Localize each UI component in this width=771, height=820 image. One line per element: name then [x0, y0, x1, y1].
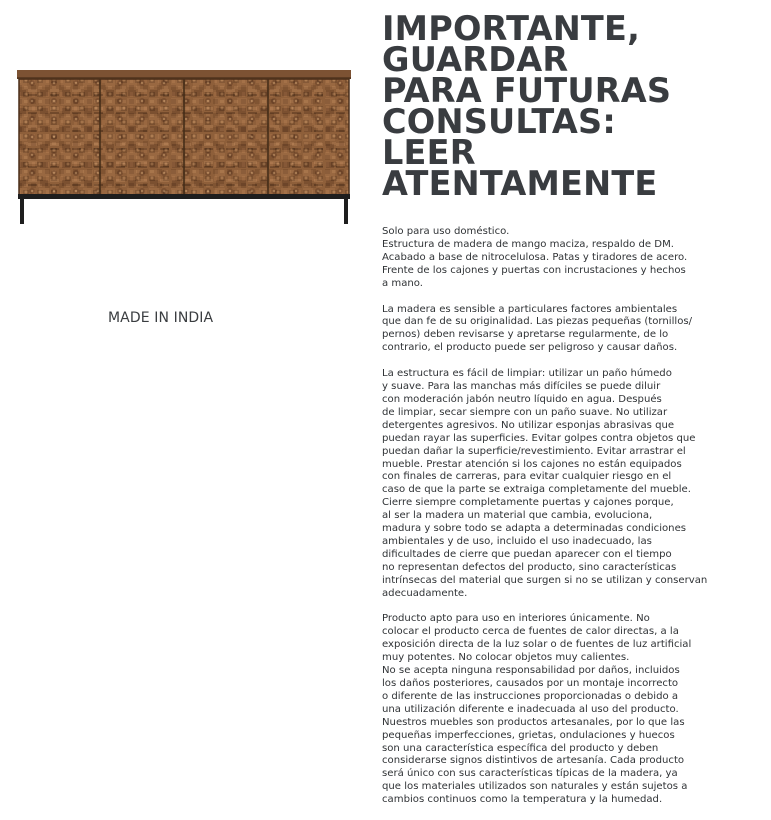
paragraph-line: a mano. — [382, 277, 424, 289]
instructions-body — [382, 226, 712, 820]
paragraph-line: no representan defectos del producto, sino características — [382, 561, 677, 573]
heading-line: ATENTAMENTE — [382, 164, 658, 203]
paragraph-line: al ser la madera un material que cambia, evoluciona, — [382, 510, 653, 522]
instruction-paragraph — [382, 304, 712, 356]
paragraph-line: los daños posteriores, causados por un montaje incorrecto — [382, 678, 679, 689]
paragraph-line: pequeñas imperfecciones, grietas, ondulaciones y huecos — [382, 729, 675, 741]
heading-line: CONSULTAS: — [382, 102, 616, 141]
paragraph-line: detergentes agresivos. No utilizar esponjas abrasivas que — [382, 419, 675, 431]
paragraph-line: con finales de carreras, para evitar cualquier riesgo en el — [382, 471, 672, 483]
paragraph-line: Cierre siempre completamente puertas y cajones porque, — [382, 497, 674, 509]
paragraph-line: Producto apto para uso en interiores únicamente. No — [382, 613, 650, 625]
paragraph-line: muy potentes. No colocar objetos muy calientes. — [382, 652, 630, 664]
paragraph-line: será único con sus características típicas de la madera, ya — [382, 768, 678, 780]
paragraph-line: exposición directa de la luz solar o de fuentes de luz artificial — [382, 639, 692, 651]
sideboard-image — [16, 70, 353, 226]
paragraph-line: de limpiar, secar siempre con un paño suave. No utilizar — [382, 406, 668, 418]
paragraph-line: que dan fe de su originalidad. Las piezas pequeñas (tornillos/ — [382, 316, 693, 328]
paragraph-line: intrínsecas del material que surgen si no se utilizan y conservan — [382, 574, 708, 586]
paragraph-line: puedan rayar las superficies. Evitar golpes contra objetos que — [382, 432, 696, 444]
paragraph-line: con moderación jabón neutro líquido en agua. Después — [382, 393, 662, 405]
paragraph-line: Frente de los cajones y puertas con incrustaciones y hechos — [382, 264, 686, 276]
paragraph-line: La estructura es fácil de limpiar: utilizar un paño húmedo — [382, 368, 672, 380]
warning-heading — [382, 9, 672, 203]
paragraph-line: madura y sobre todo se adapta a determinadas condiciones — [382, 523, 687, 535]
instruction-paragraph — [382, 613, 712, 807]
paragraph-line: puedan dañar la superficie/revestimiento. Evitar arrastrar el — [382, 445, 686, 457]
heading-line: GUARDAR — [382, 40, 569, 79]
paragraph-line: adecuadamente. — [382, 587, 468, 599]
paragraph-line: contrario, el producto puede ser peligroso y causar daños. — [382, 342, 678, 354]
instruction-paragraph — [382, 368, 712, 600]
paragraph-line: dificultades de cierre que puedan aparecer con el tiempo — [382, 548, 672, 560]
paragraph-line: Nuestros muebles son productos artesanales, por lo que las — [382, 716, 685, 728]
paragraph-line: son una característica específica del producto y deben — [382, 742, 659, 754]
paragraph-line: caso de que la parte se extraiga completamente del mueble. — [382, 484, 691, 496]
paragraph-line: No se acepta ninguna responsabilidad por daños, incluidos — [382, 665, 680, 677]
paragraph-line: Estructura de madera de mango maciza, respaldo de DM. — [382, 238, 674, 250]
heading-line: IMPORTANTE, — [382, 9, 640, 48]
heading-line: PARA FUTURAS — [382, 71, 672, 110]
paragraph-line: ambientales y de uso, incluido el uso inadecuado, las — [382, 535, 652, 547]
paragraph-line: Acabado a base de nitrocelulosa. Patas y tiradores de acero. — [382, 251, 688, 263]
paragraph-line: Solo para uso doméstico. — [382, 226, 510, 237]
paragraph-line: y suave. Para las manchas más difíciles se puede diluir — [382, 381, 661, 393]
paragraph-line: cambios continuos como la temperatura y la humedad. — [382, 794, 663, 806]
instruction-paragraph — [382, 226, 712, 291]
paragraph-line: considerarse signos distintivos de artesanía. Cada producto — [382, 755, 685, 767]
paragraph-line: colocar el producto cerca de fuentes de calor directas, a la — [382, 626, 679, 638]
paragraph-line: una utilización diferente e inadecuada al uso del producto. — [382, 703, 679, 715]
heading-line: LEER — [382, 133, 476, 172]
paragraph-line: mueble. Prestar atención si los cajones no están equipados — [382, 458, 682, 470]
paragraph-line: o diferente de las instrucciones proporcionadas o debido a — [382, 690, 679, 702]
made-in-label: MADE IN INDIA — [108, 310, 214, 326]
paragraph-line: que los materiales utilizados son naturales y están sujetos a — [382, 781, 688, 793]
paragraph-line: pernos) deben revisarse y apretarse regularmente, de lo — [382, 329, 669, 341]
paragraph-line: La madera es sensible a particulares factores ambientales — [382, 303, 678, 315]
